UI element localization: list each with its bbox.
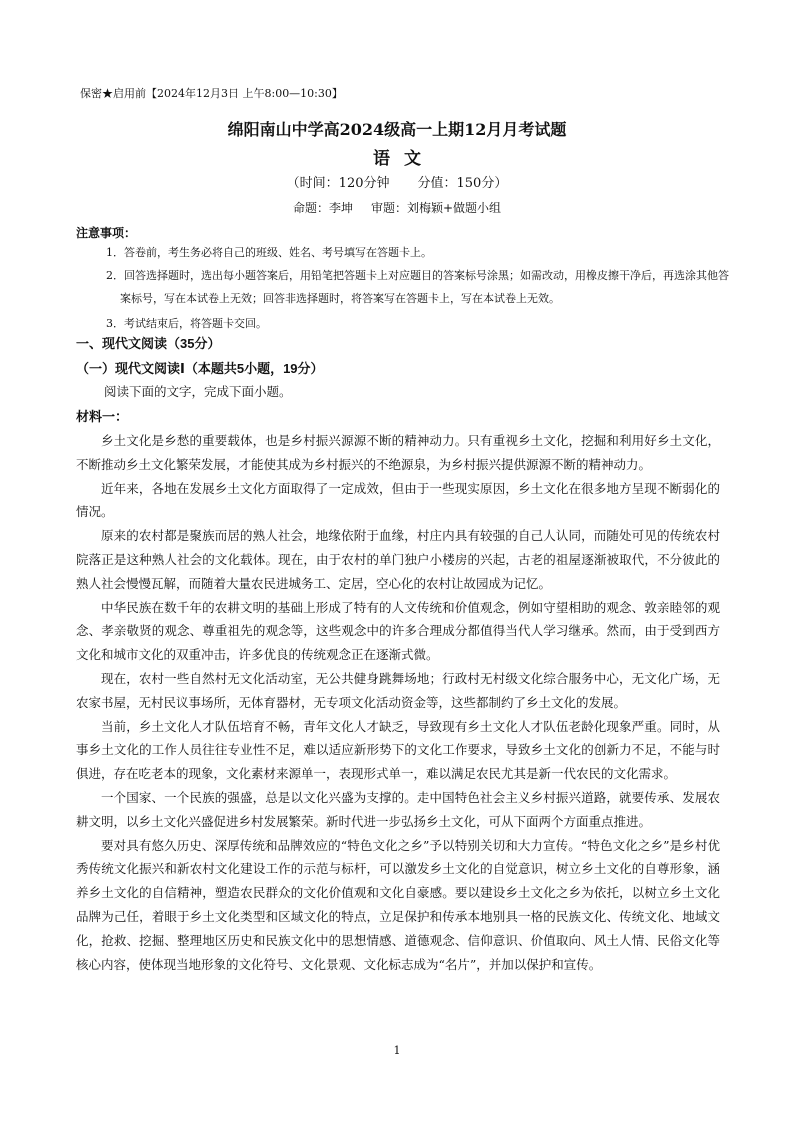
material-body <box>76 429 720 976</box>
exam-meta <box>0 172 794 191</box>
paragraph: 一个国家、一个民族的强盛，总是以文化兴盛为支撑的。走中国特色社会主义乡村振兴道路，就要传承、发展农耕文明，以乡土文化兴盛促进乡村发展繁荣。新时代进一步弘扬乡土文化，可从下面两个方面重点推进。 <box>76 789 720 829</box>
confidential-note: 保密★启用前【2024年12月3日 上午8:00—10:30】 <box>80 87 343 100</box>
reviewer: 审题：刘梅颖+做题小组 <box>370 201 502 215</box>
time-limit: （时间：120分钟 <box>286 176 390 191</box>
subject-title: 语文 <box>373 149 435 169</box>
notice-item: 1．答卷前，考生务必将自己的班级、姓名、考号填写在答题卡上。 <box>106 246 432 259</box>
paragraph: 要对具有悠久历史、深厚传统和品牌效应的“特色文化之乡”予以特别关切和大力宣传。“特色文化之乡”是乡村优秀传统文化振兴和新农村文化建设工作的示范与标杆，可以激发乡土文化的自觉意识，树立乡土文化的自尊形象，涵养乡土文化的自信精神，塑造农民群众的文化价值观和文化自豪感。要以建设乡土文化之乡为依托，以树立乡土文化品牌为己任，着眼于乡土文化类型和区域文化的特点，立足保护和传承本地别具一格的民族文化、传统文化、地域文化，抢救、挖掘、整理地区历史和民族文化中的思想情感、道德观念、信仰意识、价值取向、风土人情、民俗文化等核心内容，使体现当地形象的文化符号、文化景观、文化标志成为“名片”，并加以保护和宣传。 <box>76 837 720 972</box>
total-score: 分值：150分） <box>417 176 508 191</box>
exam-title: 绵阳南山中学高2024级高一上期12月月考试题 <box>227 120 567 139</box>
subsection-title: （一）现代文阅读Ⅰ（本题共5小题，19分） <box>76 361 324 376</box>
notice-item: 3．考试结束后，将答题卡交回。 <box>106 317 267 330</box>
paragraph: 乡土文化是乡愁的重要载体，也是乡村振兴源源不断的精神动力。只有重视乡土文化，挖掘和利用好乡土文化，不断推动乡土文化繁荣发展，才能使其成为乡村振兴的不绝源泉，为乡村振兴提供源源不断的精神动力。 <box>76 433 720 472</box>
paragraph: 当前，乡土文化人才队伍培育不畅，青年文化人才缺乏，导致现有乡土文化人才队伍老龄化现象严重。同时，从事乡土文化的工作人员往往专业性不足，难以适应新形势下的文化工作要求，导致乡土文化的创新力不足，不能与时俱进，存在吃老本的现象，文化素材来源单一，表现形式单一，难以满足农民尤其是新一代农民的文化需求。 <box>76 718 720 782</box>
section-title: 一、现代文阅读（35分） <box>76 336 221 351</box>
setter: 命题：李坤 <box>292 201 353 215</box>
paragraph: 中华民族在数千年的农耕文明的基础上形成了特有的人文传统和价值观念，例如守望相助的观念、敦亲睦邻的观念、孝亲敬贤的观念、尊重祖先的观念等，这些观念中的许多合理成分都值得当代人学习继承。然而，由于受到西方文化和城市文化的双重冲击，许多优良的传统观念正在逐渐式微。 <box>76 599 720 663</box>
material-label: 材料一： <box>76 409 129 424</box>
page-number: 1 <box>393 1044 401 1057</box>
exam-authors <box>0 199 794 216</box>
paragraph: 原来的农村都是聚族而居的熟人社会，地缘依附于血缘，村庄内具有较强的自己人认同，而随处可见的传统农村院落正是这种熟人社会的文化载体。现在，由于农村的单门独户小楼房的兴起，古老的祖屋逐渐被取代，不分彼此的熟人社会慢慢瓦解，而随着大量农民进城务工、定居，空心化的农村让故园成为记忆。 <box>76 528 720 591</box>
notice-heading: 注意事项： <box>76 226 137 240</box>
paragraph: 现在，农村一些自然村无文化活动室，无公共健身跳舞场地；行政村无村级文化综合服务中心，无文化广场，无农家书屋，无村民议事场所，无体育器材，无专项文化活动资金等，这些都制约了乡土文化的发展。 <box>76 670 720 710</box>
paragraph: 近年来，各地在发展乡土文化方面取得了一定成效，但由于一些现实原因，乡土文化在很多地方呈现不断弱化的情况。 <box>76 480 720 520</box>
reading-instruction: 阅读下面的文字，完成下面小题。 <box>104 384 292 399</box>
notice-item: 2．回答选择题时，选出每小题答案后，用铅笔把答题卡上对应题目的答案标号涂黑；如需改动，用橡皮擦干净后，再选涂其他答案标号，写在本试卷上无效；回答非选择题时，将答案写在答题卡上，写在本试卷上无效。 <box>106 269 729 305</box>
